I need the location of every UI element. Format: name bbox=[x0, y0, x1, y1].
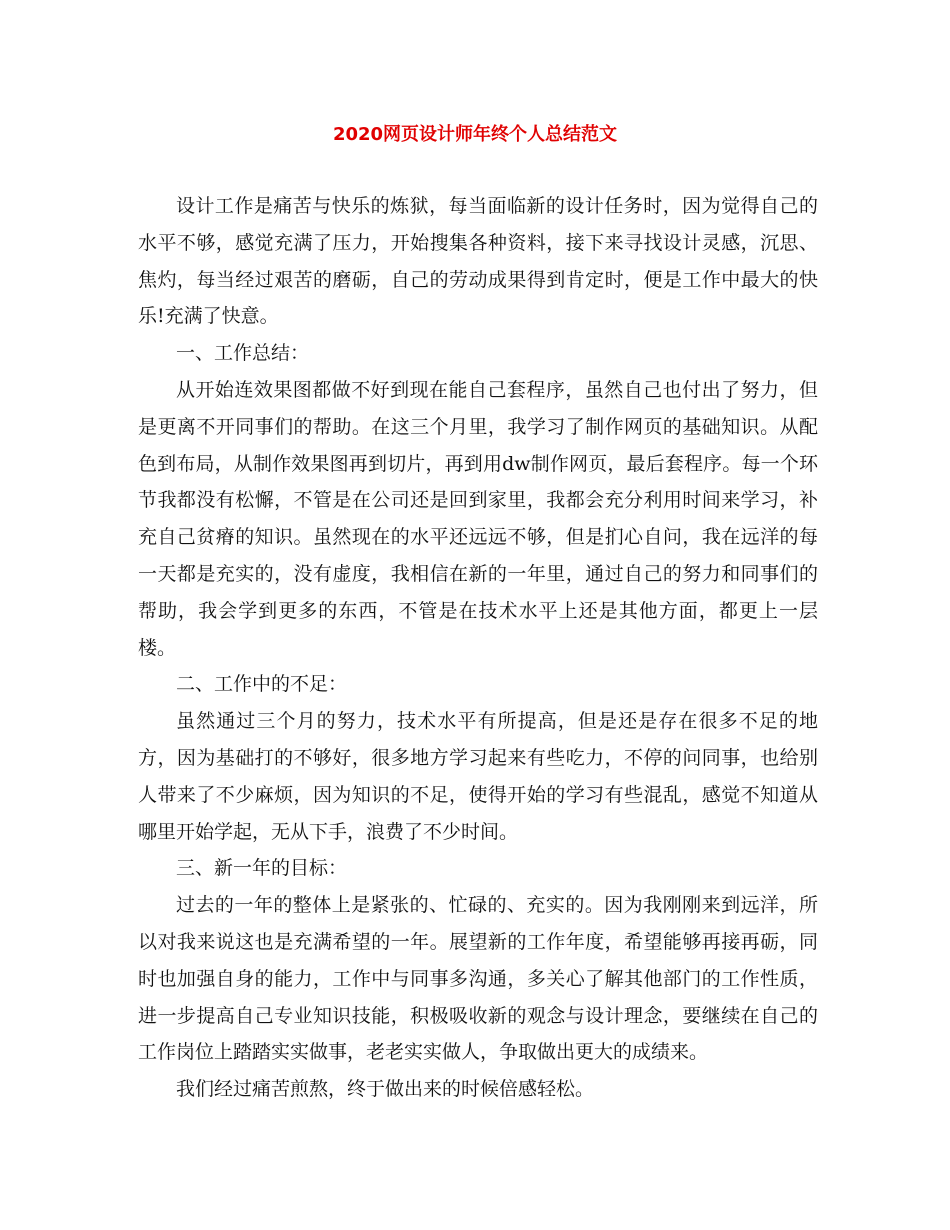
section-heading-work-summary: 一、工作总结： bbox=[176, 342, 310, 365]
paragraph-intro: 设计工作是痛苦与快乐的炼狱，每当面临新的设计任务时，因为觉得自己的水平不够，感觉充满了压力，开始搜集各种资料，接下来寻找设计灵感，沉思、焦灼，每当经过艰苦的磨砺，自己的劳动成果得到肯定时，便是工作中最大的快乐!充满了快意。 bbox=[138, 195, 818, 328]
paragraph-work-summary: 从开始连效果图都做不好到现在能自己套程序，虽然自己也付出了努力，但是更离不开同事们的帮助。在这三个月里，我学习了制作网页的基础知识。从配色到布局，从制作效果图再到切片，再到用dw制作网页，最后套程序。每一个环节我都没有松懈，不管是在公司还是回到家里，我都会充分利用时间来学习，补充自己贫瘠的知识。虽然现在的水平还远远不够，但是扪心自问，我在远洋的每一天都是充实的，没有虚度，我相信在新的一年里，通过自己的努力和同事们的帮助，我会学到更多的东西，不管是在技术水平上还是其他方面，都更上一层楼。 bbox=[138, 378, 818, 659]
document-body bbox=[138, 188, 818, 1108]
section-heading-shortcomings: 二、工作中的不足： bbox=[176, 673, 348, 696]
paragraph-goals: 过去的一年的整体上是紧张的、忙碌的、充实的。因为我刚刚来到远洋，所以对我来说这也是充满希望的一年。展望新的工作年度，希望能够再接再砺，同时也加强自身的能力，工作中与同事多沟通，多关心了解其他部门的工作性质，进一步提高自己专业知识技能，积极吸收新的观念与设计理念，要继续在自己的工作岗位上踏踏实实做事，老老实实做人，争取做出更大的成绩来。 bbox=[138, 894, 818, 1064]
paragraph-shortcomings: 虽然通过三个月的努力，技术水平有所提高，但是还是存在很多不足的地方，因为基础打的不够好，很多地方学习起来有些吃力，不停的问同事，也给别人带来了不少麻烦，因为知识的不足，使得开始的学习有些混乱，感觉不知道从哪里开始学起，无从下手，浪费了不少时间。 bbox=[138, 710, 818, 843]
paragraph-closing: 我们经过痛苦煎熬，终于做出来的时候倍感轻松。 bbox=[176, 1078, 595, 1101]
document-title: 2020网页设计师年终个人总结范文 bbox=[332, 124, 618, 145]
section-heading-goals: 三、新一年的目标： bbox=[176, 857, 348, 880]
